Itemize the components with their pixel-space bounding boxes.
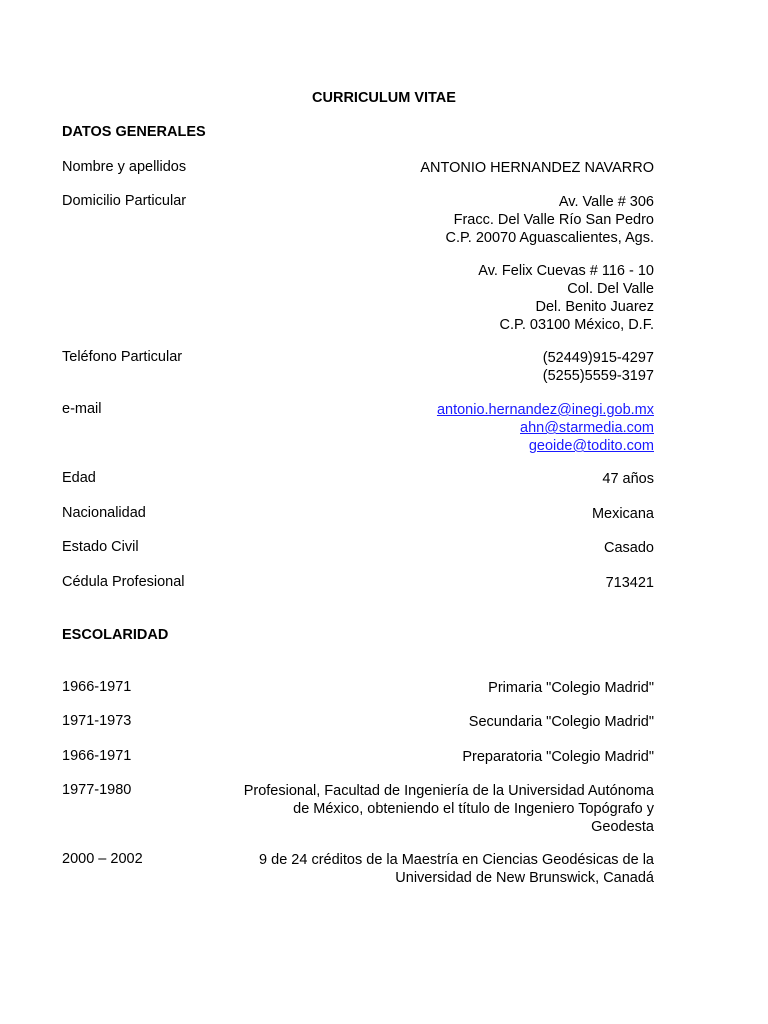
label-cedula: Cédula Profesional [62, 574, 185, 590]
label-nacionalidad: Nacionalidad [62, 505, 146, 521]
email-link-3[interactable]: geoide@todito.com [528, 438, 654, 454]
label-edad: Edad [62, 470, 96, 486]
email-link-1[interactable]: antonio.hernandez@inegi.gob.mx [436, 402, 654, 418]
education-description: Secundaria "Colegio Madrid" [468, 714, 654, 730]
section-heading-datos-generales: DATOS GENERALES [62, 124, 206, 140]
value-telefono: (52449)915-4297 (5255)5559-3197 [542, 350, 654, 384]
education-description: Primaria "Colegio Madrid" [488, 680, 654, 696]
education-description: Profesional, Facultad de Ingeniería de la Universidad Autónoma de México, obteniendo el título de Ingeniero Topógrafo y Geodesta [243, 783, 654, 835]
value-estado-civil: Casado [604, 540, 654, 556]
label-estado-civil: Estado Civil [62, 539, 139, 555]
label-telefono: Teléfono Particular [62, 349, 183, 365]
value-nacionalidad: Mexicana [591, 506, 654, 522]
label-nombre: Nombre y apellidos [62, 159, 187, 175]
document-title: CURRICULUM VITAE [312, 90, 456, 106]
education-years: 1966-1971 [62, 679, 132, 695]
education-description: Preparatoria "Colegio Madrid" [462, 749, 654, 765]
education-years: 1966-1971 [62, 748, 132, 764]
label-domicilio: Domicilio Particular [62, 193, 187, 209]
value-domicilio-1: Av. Valle # 306 Fracc. Del Valle Río San Pedro C.P. 20070 Aguascalientes, Ags. [445, 194, 654, 246]
section-heading-escolaridad: ESCOLARIDAD [62, 627, 169, 643]
value-edad: 47 años [602, 471, 654, 487]
education-years: 2000 – 2002 [62, 851, 143, 867]
education-description: 9 de 24 créditos de la Maestría en Ciencias Geodésicas de la Universidad de New Brunswick, Canadá [259, 852, 654, 886]
label-email: e-mail [62, 401, 102, 417]
value-email [437, 401, 654, 455]
value-nombre: ANTONIO HERNANDEZ NAVARRO [420, 160, 654, 176]
education-years: 1977-1980 [62, 782, 132, 798]
value-cedula: 713421 [605, 575, 654, 591]
value-domicilio-2: Av. Felix Cuevas # 116 - 10 Col. Del Valle Del. Benito Juarez C.P. 03100 México, D.F. [478, 263, 654, 333]
education-years: 1971-1973 [62, 713, 132, 729]
email-link-2[interactable]: ahn@starmedia.com [520, 420, 654, 436]
